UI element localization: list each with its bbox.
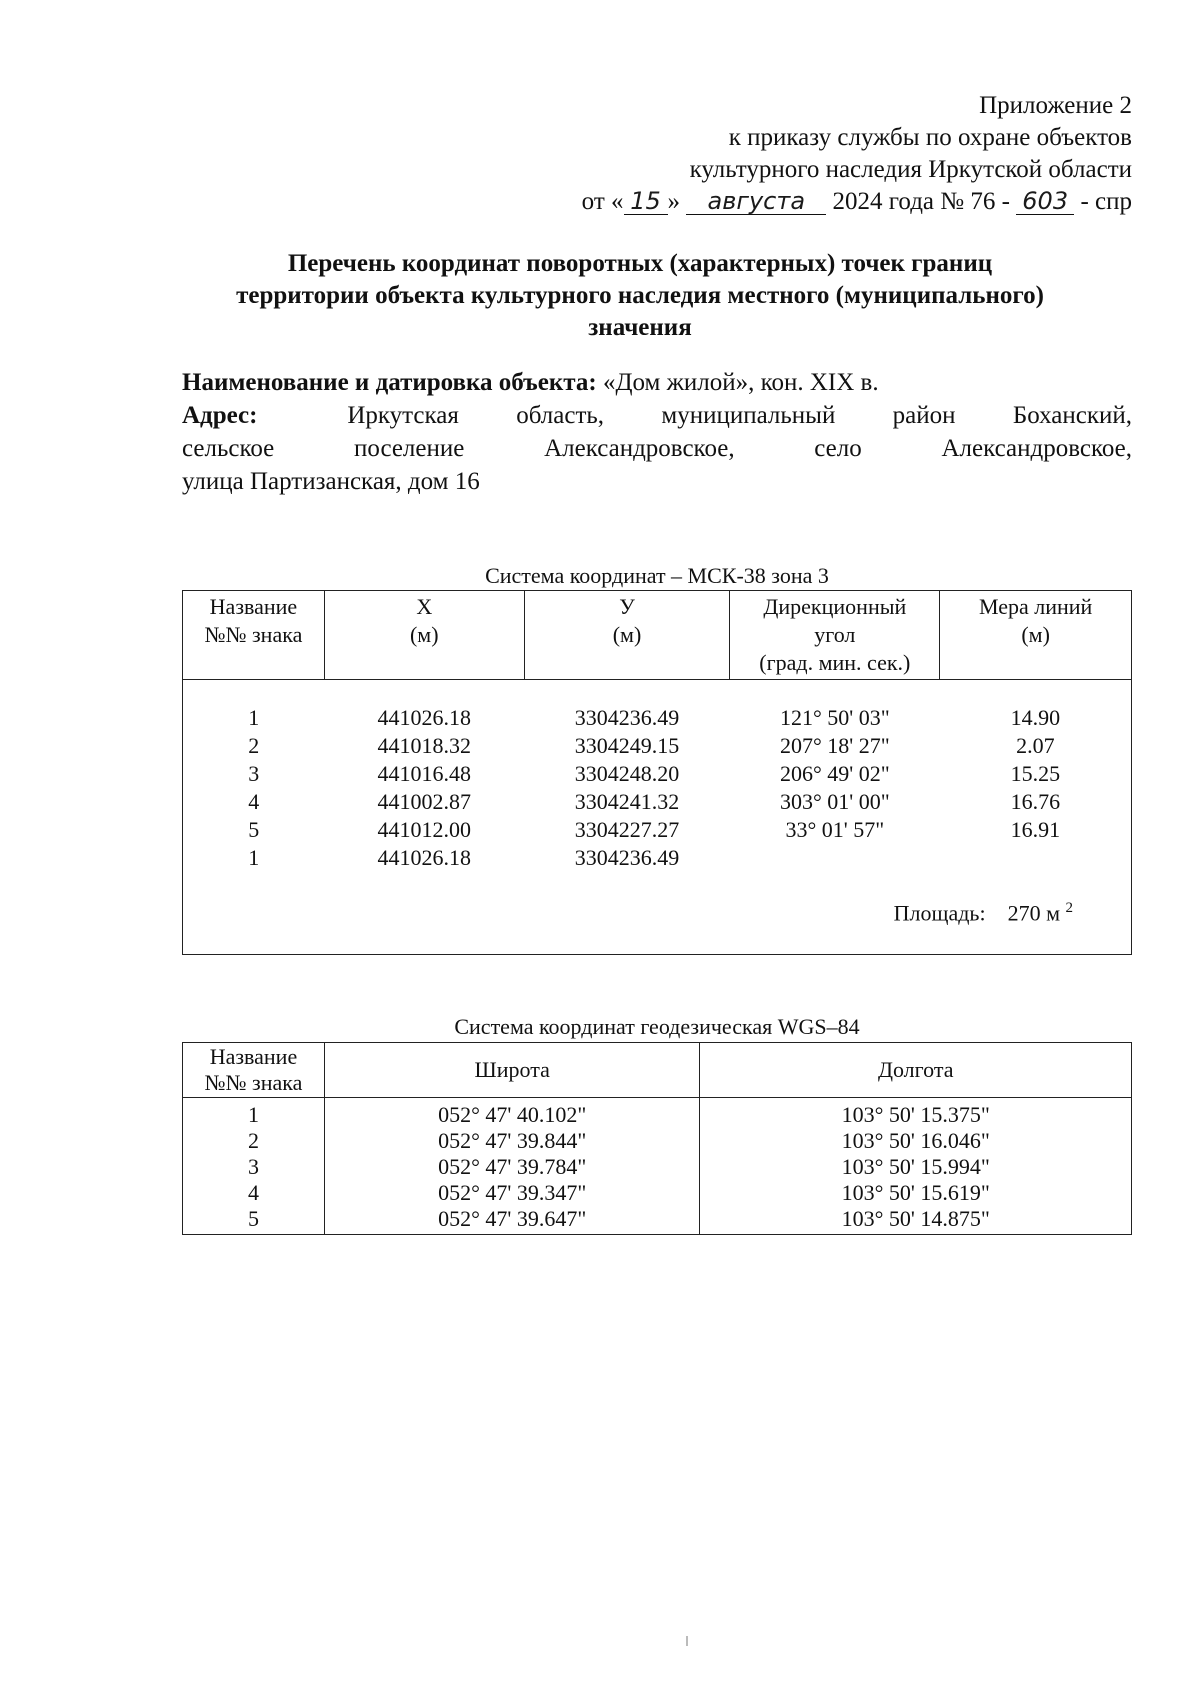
address-word: поселение	[353, 435, 465, 462]
cell: 16.76	[1010, 789, 1061, 814]
date-year: 2024 года № 76 -	[832, 188, 1010, 215]
cell: 3	[248, 761, 260, 786]
header-point-name: Название №№ знака	[183, 591, 325, 680]
address-word: Александровское,	[941, 435, 1132, 462]
cell: 3304248.20	[574, 761, 680, 786]
header-longitude: Долгота	[700, 1043, 1132, 1098]
table-row	[183, 844, 1132, 872]
object-name-label: Наименование и датировка объекта:	[182, 369, 597, 396]
handwritten-order-number: 603	[1016, 188, 1074, 215]
cell: 052° 47' 39.844"	[324, 1128, 700, 1154]
table-header-row	[183, 1043, 1132, 1098]
address-word: муниципальный	[661, 402, 836, 429]
table-row	[183, 732, 1132, 760]
object-info	[182, 366, 1132, 498]
appendix-date-line	[432, 186, 1132, 218]
header-point-name: Название №№ знака	[183, 1043, 325, 1098]
cell: 2	[248, 733, 260, 758]
cell: 441018.32	[377, 733, 472, 758]
cell: 2.07	[1016, 733, 1055, 758]
title-line-3: значения	[588, 314, 692, 341]
table-row	[183, 704, 1132, 732]
address-word: сельское	[182, 435, 275, 462]
cell: 33° 01' 57"	[785, 817, 885, 842]
appendix-title: Приложение 2	[979, 92, 1132, 119]
cell: 103° 50' 15.994"	[700, 1154, 1132, 1180]
cell: 1	[183, 1098, 325, 1129]
appendix-order-line: к приказу службы по охране объектов	[728, 124, 1132, 151]
table-row	[183, 1154, 1132, 1180]
cell: 121° 50' 03"	[779, 705, 890, 730]
area-label: Площадь:	[893, 900, 986, 926]
table-row	[183, 1206, 1132, 1235]
object-name-value: «Дом жилой», кон. XIX в.	[602, 369, 879, 396]
cell: 2	[183, 1128, 325, 1154]
cell: 1	[248, 845, 260, 870]
wgs84-coordinates-table	[182, 1042, 1132, 1235]
object-name-line	[182, 366, 1132, 399]
cell: 4	[248, 789, 260, 814]
table-row	[183, 1098, 1132, 1129]
address-word: село	[814, 435, 862, 462]
address-label: Адрес:	[182, 402, 258, 429]
cell: 103° 50' 15.375"	[700, 1098, 1132, 1129]
table-row	[183, 788, 1132, 816]
cell: 16.91	[1010, 817, 1061, 842]
cell: 3304241.32	[574, 789, 680, 814]
area-unit-superscript: 2	[1065, 900, 1073, 916]
area-value: 270 м	[1007, 900, 1060, 926]
address-word: район	[892, 402, 956, 429]
date-mid: »	[667, 188, 681, 215]
area-cell	[183, 872, 1132, 954]
cell: 052° 47' 39.347"	[324, 1180, 700, 1206]
table-row	[183, 1180, 1132, 1206]
appendix-header	[432, 90, 1132, 218]
title-line-2: территории объекта культурного наследия местного (муниципального)	[236, 282, 1044, 309]
table2-caption: Система координат геодезическая WGS–84	[454, 1014, 860, 1039]
address-word: Александровское,	[544, 435, 735, 462]
handwritten-day: 15	[624, 188, 668, 215]
cell: 3304236.49	[574, 845, 680, 870]
cell: 441012.00	[377, 817, 472, 842]
cell: 441026.18	[377, 845, 472, 870]
table-row	[183, 816, 1132, 844]
cell: 441002.87	[377, 789, 472, 814]
cell: 441026.18	[377, 705, 472, 730]
address-line-2	[182, 432, 1132, 465]
date-prefix: от «	[581, 188, 624, 215]
cell: 4	[183, 1180, 325, 1206]
cell: 14.90	[1010, 705, 1061, 730]
cell: 303° 01' 00"	[779, 789, 890, 814]
cell: 103° 50' 15.619"	[700, 1180, 1132, 1206]
cell: 3	[183, 1154, 325, 1180]
table1-caption: Система координат – МСК-38 зона 3	[485, 563, 829, 588]
cell: 5	[183, 1206, 325, 1235]
msk-coordinates-table	[182, 590, 1132, 955]
header-x: X (м)	[324, 591, 524, 680]
handwritten-month: августа	[686, 188, 826, 215]
table-row	[183, 760, 1132, 788]
header-y: У (м)	[524, 591, 730, 680]
cell: 441016.48	[377, 761, 472, 786]
title-line-1: Перечень координат поворотных (характерных) точек границ	[287, 250, 993, 277]
cell: 103° 50' 16.046"	[700, 1128, 1132, 1154]
cell	[940, 844, 1132, 872]
address-word: область,	[516, 402, 605, 429]
header-line-length: Мера линий (м)	[940, 591, 1132, 680]
table-header-row	[183, 591, 1132, 680]
document-title	[150, 248, 1130, 344]
cell: 206° 49' 02"	[779, 761, 890, 786]
cell: 3304227.27	[574, 817, 680, 842]
address-line-3: улица Партизанская, дом 16	[182, 468, 480, 495]
cell: 5	[248, 817, 260, 842]
cell: 207° 18' 27"	[779, 733, 890, 758]
cell: 052° 47' 40.102"	[324, 1098, 700, 1129]
date-suffix: - спр	[1080, 188, 1132, 215]
area-row	[183, 872, 1132, 954]
appendix-authority-line: культурного наследия Иркутской области	[689, 156, 1132, 183]
cell: 3304249.15	[574, 733, 680, 758]
cell: 103° 50' 14.875"	[700, 1206, 1132, 1235]
cell: 1	[248, 705, 260, 730]
header-latitude: Широта	[324, 1043, 700, 1098]
address-line-1	[182, 399, 1132, 432]
cell: 3304236.49	[574, 705, 680, 730]
cell: 15.25	[1010, 761, 1061, 786]
header-direction-angle: Дирекционный угол (град. мин. сек.)	[730, 591, 940, 680]
address-word: Иркутская	[347, 402, 459, 429]
cell	[730, 844, 940, 872]
cell: 052° 47' 39.784"	[324, 1154, 700, 1180]
cell: 052° 47' 39.647"	[324, 1206, 700, 1235]
address-word: Боханский,	[1012, 402, 1132, 429]
table-row	[183, 1128, 1132, 1154]
scan-artifact-mark	[686, 1636, 688, 1646]
